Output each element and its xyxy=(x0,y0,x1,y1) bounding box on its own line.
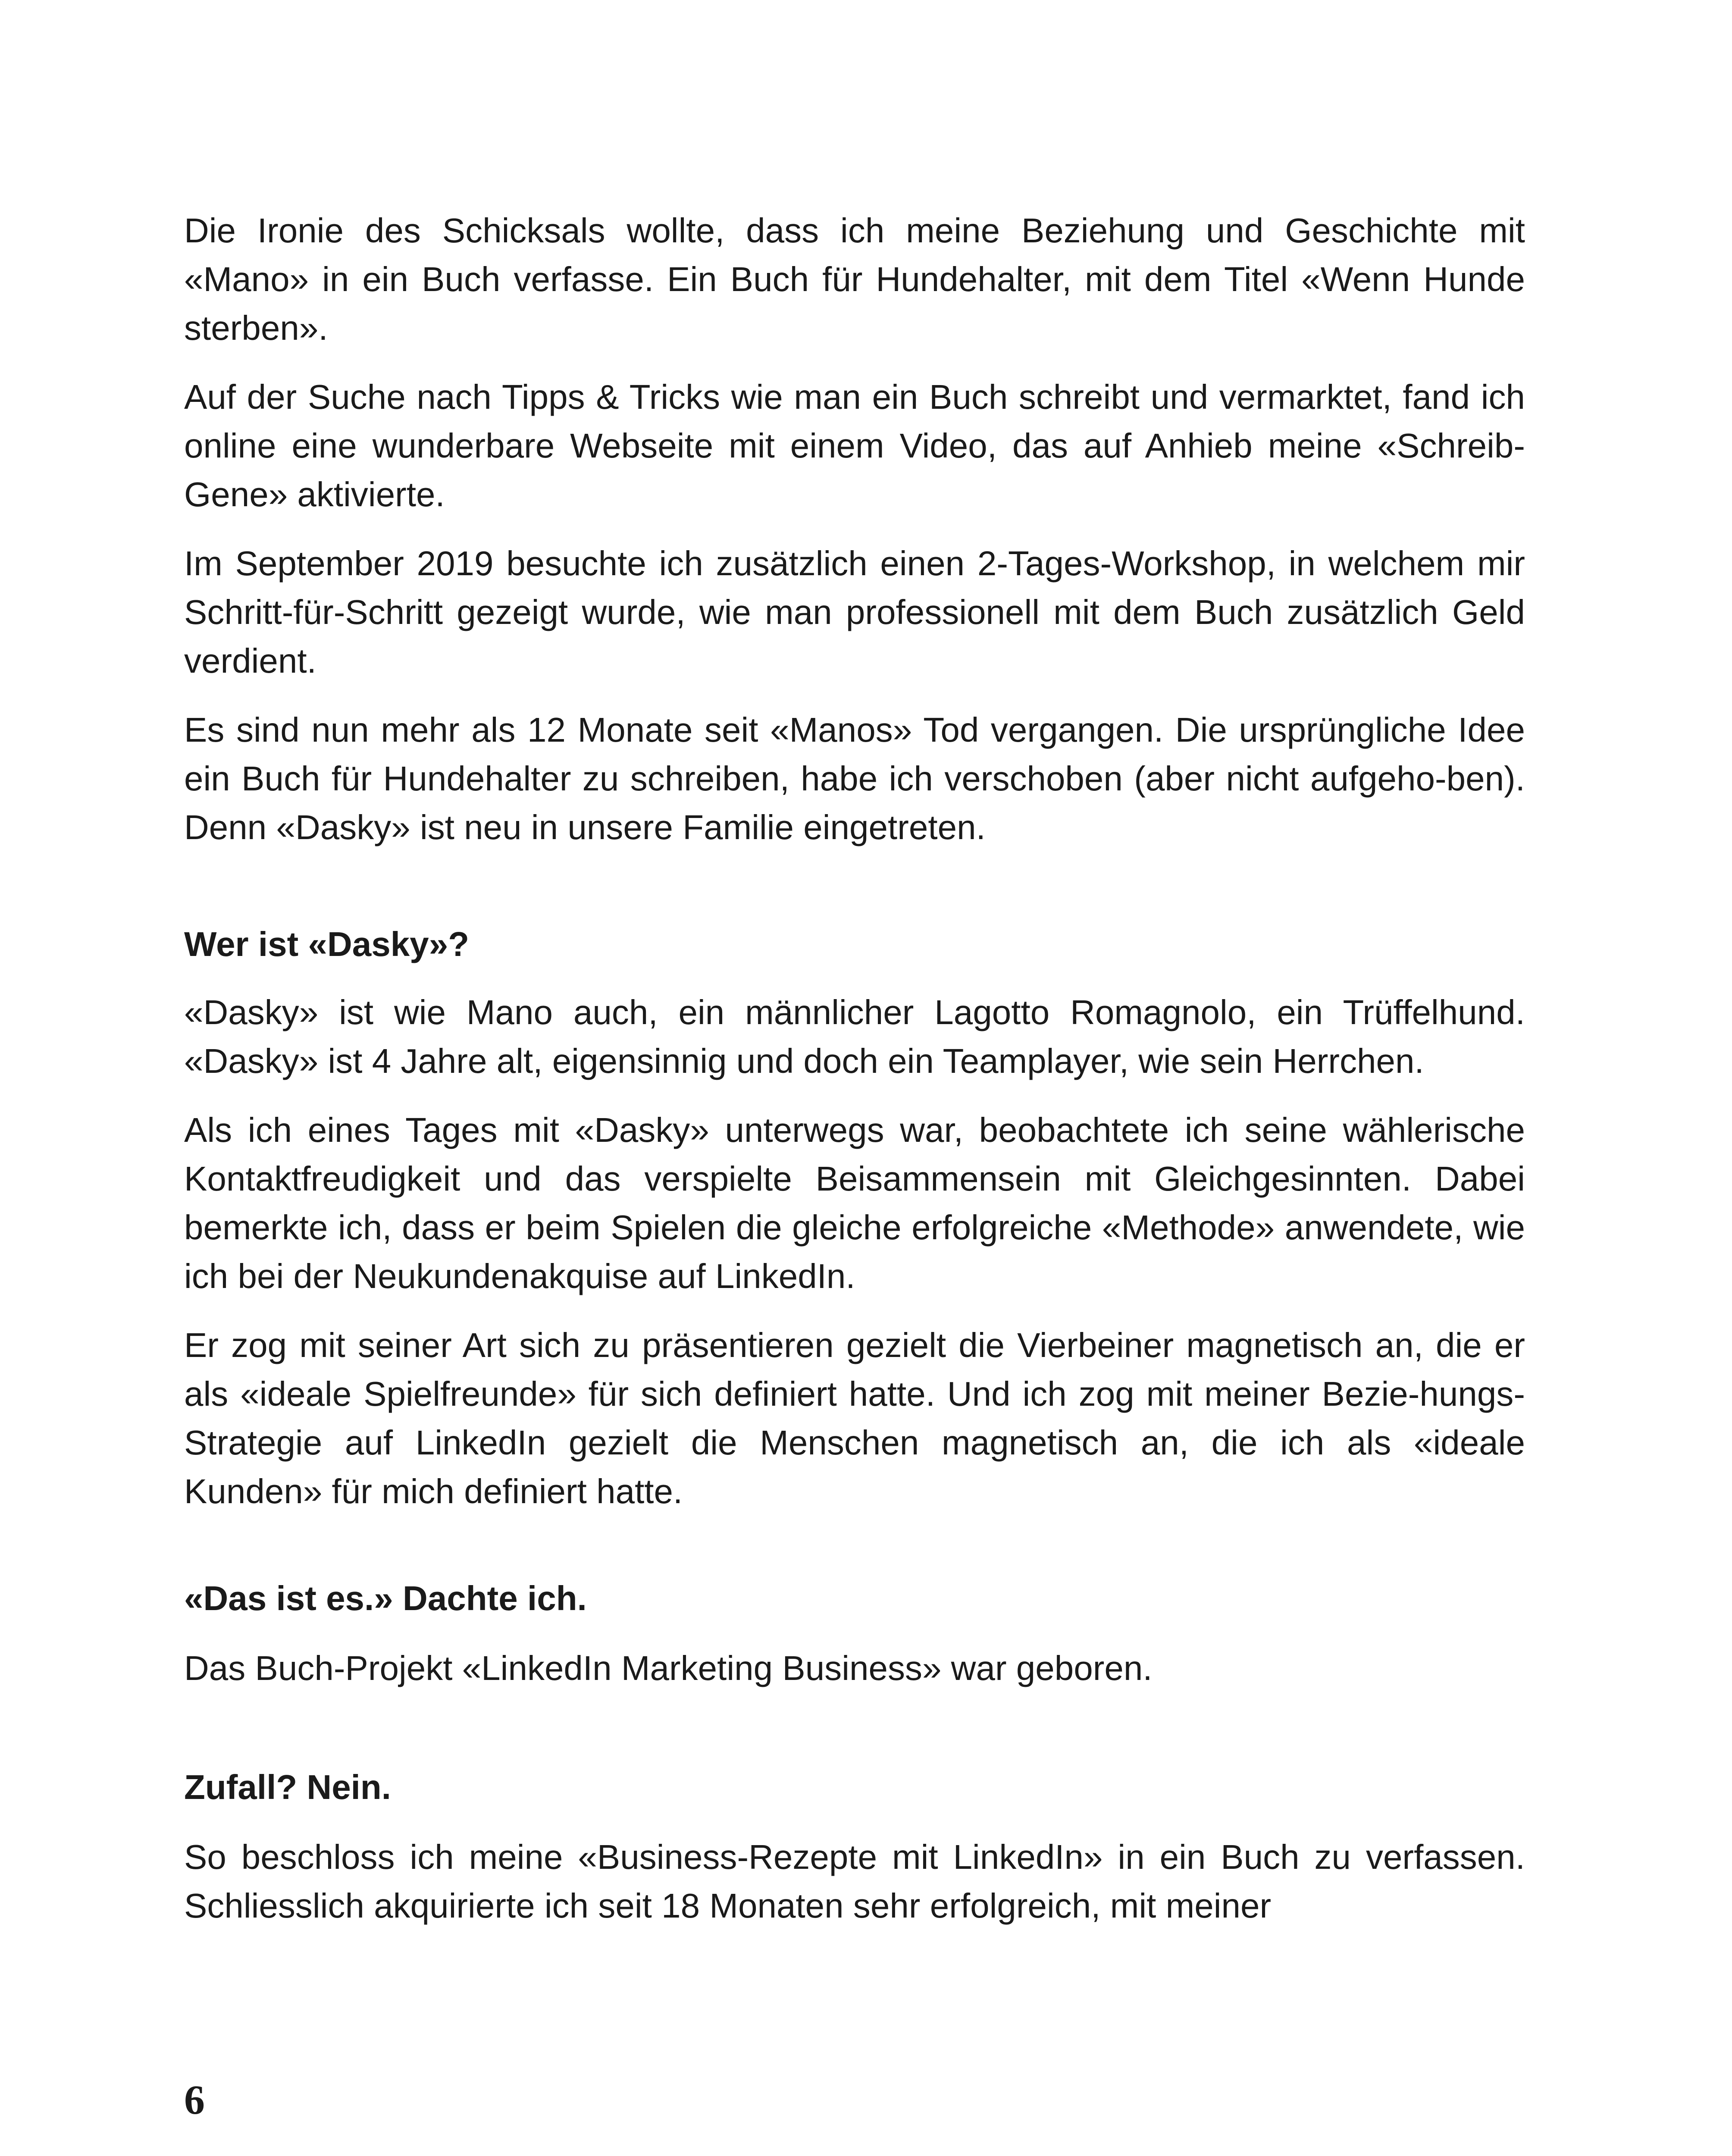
paragraph-dasky-1: «Dasky» ist wie Mano auch, ein männlicher Lagotto Romagnolo, ein Trüffelhund. «Dasky» ist 4 Jahre alt, eigensinnig und doch ein Teamplayer, wie sein Herrchen. xyxy=(184,993,1525,1080)
page-number: 6 xyxy=(184,2077,205,2123)
paragraph-intro-4: Es sind nun mehr als 12 Monate seit «Manos» Tod vergangen. Die ursprüngliche Idee ein Buch für Hundehalter zu schreiben, habe ich verschoben (aber nicht aufgeho-ben). Denn «Dasky» ist neu in unsere Familie eingetreten. xyxy=(184,711,1525,846)
paragraph-intro-3: Im September 2019 besuchte ich zusätzlich einen 2-Tages-Workshop, in welchem mir Schritt-für-Schritt gezeigt wurde, wie man professionell mit dem Buch zusätzlich Geld verdient. xyxy=(184,544,1525,680)
paragraph-dasky-2: Als ich eines Tages mit «Dasky» unterwegs war, beobachtete ich seine wählerische Kontaktfreudigkeit und das verspielte Beisammensein mit Gleichgesinnten. Dabei bemerkte ich, dass er beim Spielen die gleiche erfolgreiche «Methode» anwendete, wie ich bei der Neukundenakquise auf LinkedIn. xyxy=(184,1111,1525,1295)
paragraph-intro-2: Auf der Suche nach Tipps & Tricks wie man ein Buch schreibt und vermarktet, fand ich online eine wunderbare Webseite mit einem Video, das auf Anhieb meine «Schreib-Gene» aktivierte. xyxy=(184,378,1525,514)
paragraph-buch-projekt: Das Buch-Projekt «LinkedIn Marketing Business» war geboren. xyxy=(184,1649,1153,1687)
paragraph-dasky-3: Er zog mit seiner Art sich zu präsentieren gezielt die Vierbeiner magnetisch an, die er als «ideale Spielfreunde» für sich definiert hatte. Und ich zog mit meiner Bezie-hungs-Strategie auf LinkedIn gezielt die Menschen magnetisch an, die ich als «ideale Kunden» für mich definiert hatte. xyxy=(184,1326,1525,1510)
paragraph-zufall: So beschloss ich meine «Business-Rezepte mit LinkedIn» in ein Buch zu verfassen. Schliesslich akquirierte ich seit 18 Monaten sehr erfolgreich, mit meiner xyxy=(184,1838,1525,1925)
section-heading-dasky: Wer ist «Dasky»? xyxy=(184,925,470,963)
paragraph-intro-1: Die Ironie des Schicksals wollte, dass ich meine Beziehung und Geschichte mit «Mano» in ein Buch verfasse. Ein Buch für Hundehalter, mit dem Titel «Wenn Hunde sterben». xyxy=(184,211,1525,347)
section-heading-zufall: Zufall? Nein. xyxy=(184,1768,391,1806)
section-heading-das-ist-es: «Das ist es.» Dachte ich. xyxy=(184,1579,587,1617)
